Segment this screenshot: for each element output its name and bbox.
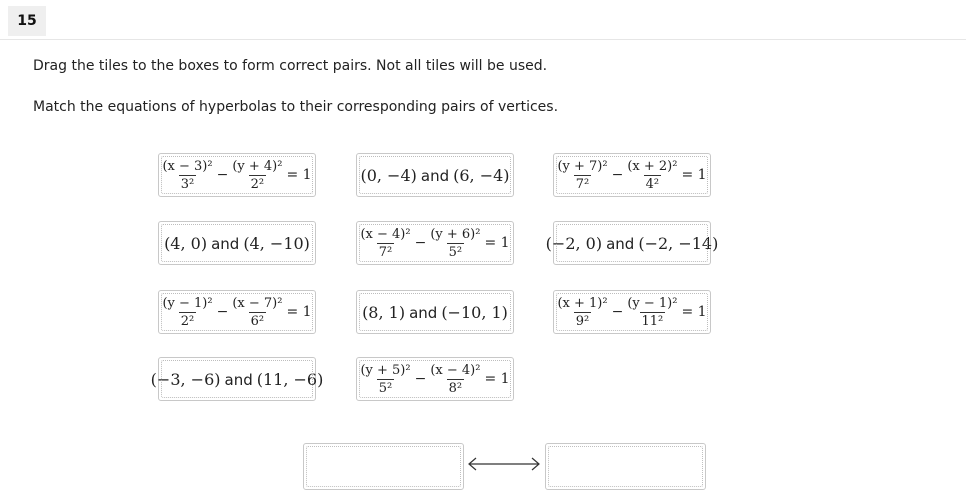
prompt-text: Match the equations of hyperbolas to their corresponding pairs of vertices. <box>33 99 559 115</box>
numerator: (x − 4)² <box>360 226 411 242</box>
vertex-pair <box>151 370 324 389</box>
equation <box>160 160 313 191</box>
drop-box-left[interactable] <box>303 443 464 490</box>
vertex: (8, 1) <box>362 302 406 322</box>
numerator: (x + 2)² <box>627 158 678 174</box>
numerator: (y + 6)² <box>430 226 481 242</box>
equals: = 1 <box>286 304 312 320</box>
numerator: (y + 7)² <box>557 158 608 174</box>
tile-equation[interactable] <box>356 221 514 265</box>
vertex: (6, −4) <box>453 165 510 185</box>
numerator: (y − 1)² <box>627 295 678 311</box>
equals: = 1 <box>681 304 707 320</box>
equals: = 1 <box>681 167 707 183</box>
vertex: (0, −4) <box>360 165 417 185</box>
tile-equation[interactable] <box>356 357 514 401</box>
operator: − <box>414 371 427 387</box>
denominator: 5² <box>378 380 393 396</box>
tile-vertices[interactable] <box>545 221 719 265</box>
denominator: 7² <box>575 176 590 192</box>
vertex: (4, −10) <box>243 233 310 253</box>
drop-box-right[interactable] <box>545 443 706 490</box>
operator: − <box>216 167 229 183</box>
equals: = 1 <box>484 235 510 251</box>
operator: − <box>414 235 427 251</box>
equals: = 1 <box>286 167 312 183</box>
tile-vertices[interactable] <box>356 153 514 197</box>
numerator: (x − 4)² <box>430 362 481 378</box>
denominator: 9² <box>575 313 590 329</box>
instruction-text: Drag the tiles to the boxes to form correct pairs. Not all tiles will be used. <box>33 58 548 74</box>
operator: − <box>611 304 624 320</box>
equation <box>358 364 511 395</box>
numerator: (y − 1)² <box>162 295 213 311</box>
operator: − <box>611 167 624 183</box>
equation <box>160 297 313 328</box>
tile-equation[interactable] <box>553 153 711 197</box>
vertex: (−3, −6) <box>150 369 221 389</box>
tile-vertices[interactable] <box>356 290 514 334</box>
vertex: (4, 0) <box>164 233 208 253</box>
denominator: 3² <box>180 176 195 192</box>
vertex-pair <box>164 234 310 253</box>
vertex: (11, −6) <box>256 369 324 389</box>
question-number: 15 <box>8 6 46 36</box>
denominator: 5² <box>448 244 463 260</box>
and-word: and <box>420 166 450 185</box>
and-word: and <box>606 234 635 253</box>
vertex-pair <box>546 234 719 253</box>
denominator: 2² <box>180 313 195 329</box>
and-word: and <box>224 370 253 389</box>
and-word: and <box>211 234 240 253</box>
equation <box>358 228 511 259</box>
tile-vertices[interactable] <box>158 221 316 265</box>
denominator: 6² <box>250 313 265 329</box>
numerator: (y + 5)² <box>360 362 411 378</box>
tile-equation[interactable] <box>553 290 711 334</box>
vertex-pair <box>362 303 508 322</box>
numerator: (y + 4)² <box>232 158 283 174</box>
denominator: 8² <box>448 380 463 396</box>
vertex: (−2, −14) <box>638 233 719 253</box>
denominator: 4² <box>645 176 660 192</box>
tile-equation[interactable] <box>158 290 316 334</box>
double-arrow-icon <box>466 455 542 473</box>
numerator: (x − 7)² <box>232 295 283 311</box>
numerator: (x − 3)² <box>162 158 213 174</box>
operator: − <box>216 304 229 320</box>
numerator: (x + 1)² <box>557 295 608 311</box>
equals: = 1 <box>484 371 510 387</box>
and-word: and <box>409 303 438 322</box>
tile-equation[interactable] <box>158 153 316 197</box>
vertex-pair <box>360 166 509 185</box>
equation <box>555 160 708 191</box>
vertex: (−2, 0) <box>545 233 603 253</box>
denominator: 2² <box>250 176 265 192</box>
vertex: (−10, 1) <box>441 302 508 322</box>
equation <box>555 297 708 328</box>
tile-vertices[interactable] <box>150 357 324 401</box>
denominator: 7² <box>378 244 393 260</box>
denominator: 11² <box>641 313 664 329</box>
question-header <box>0 0 966 40</box>
